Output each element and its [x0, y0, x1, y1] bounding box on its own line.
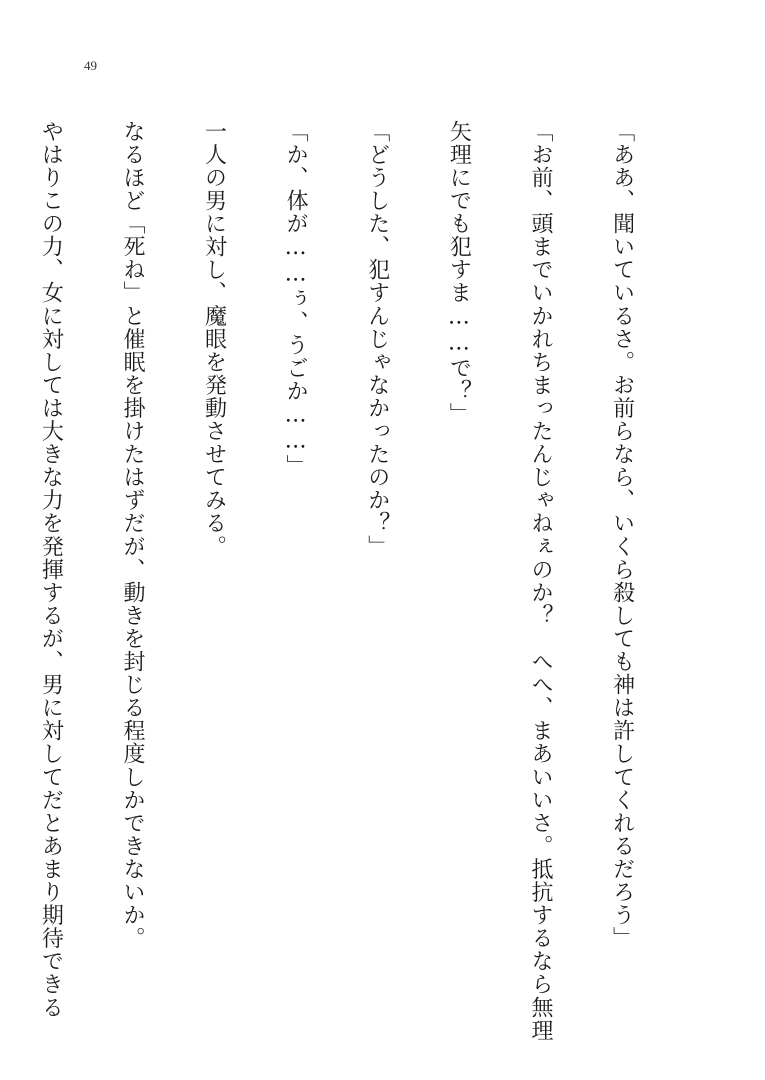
text-line: 「ああ、聞いているさ。お前らなら、いくら殺しても神は許してくれるだろう」 [609, 120, 635, 950]
text-line: 「か、体が……ぅ、うごか……」 [283, 120, 309, 478]
text-line: 矢理にでも犯すま……で？」 [446, 120, 472, 426]
text-line: 一人の男に対し、魔眼を発動させてみる。 [201, 120, 227, 558]
novel-text-column [38, 120, 690, 1042]
text-line: 「お前、頭までいかれちまったんじゃねぇのか？ へへ、まあいいさ。抵抗するなら無理 [527, 120, 553, 1042]
page-number: 49 [84, 58, 97, 73]
text-line: なるほど「死ね」と催眠を掛けたはずだが、動きを封じる程度しかできないか。 [119, 120, 145, 950]
text-line: やはりこの力、女に対しては大きな力を発揮するが、男に対してだとあまり期待できる [38, 120, 64, 1019]
text-line: 「どうした、犯すんじゃなかったのか？」 [364, 120, 390, 558]
